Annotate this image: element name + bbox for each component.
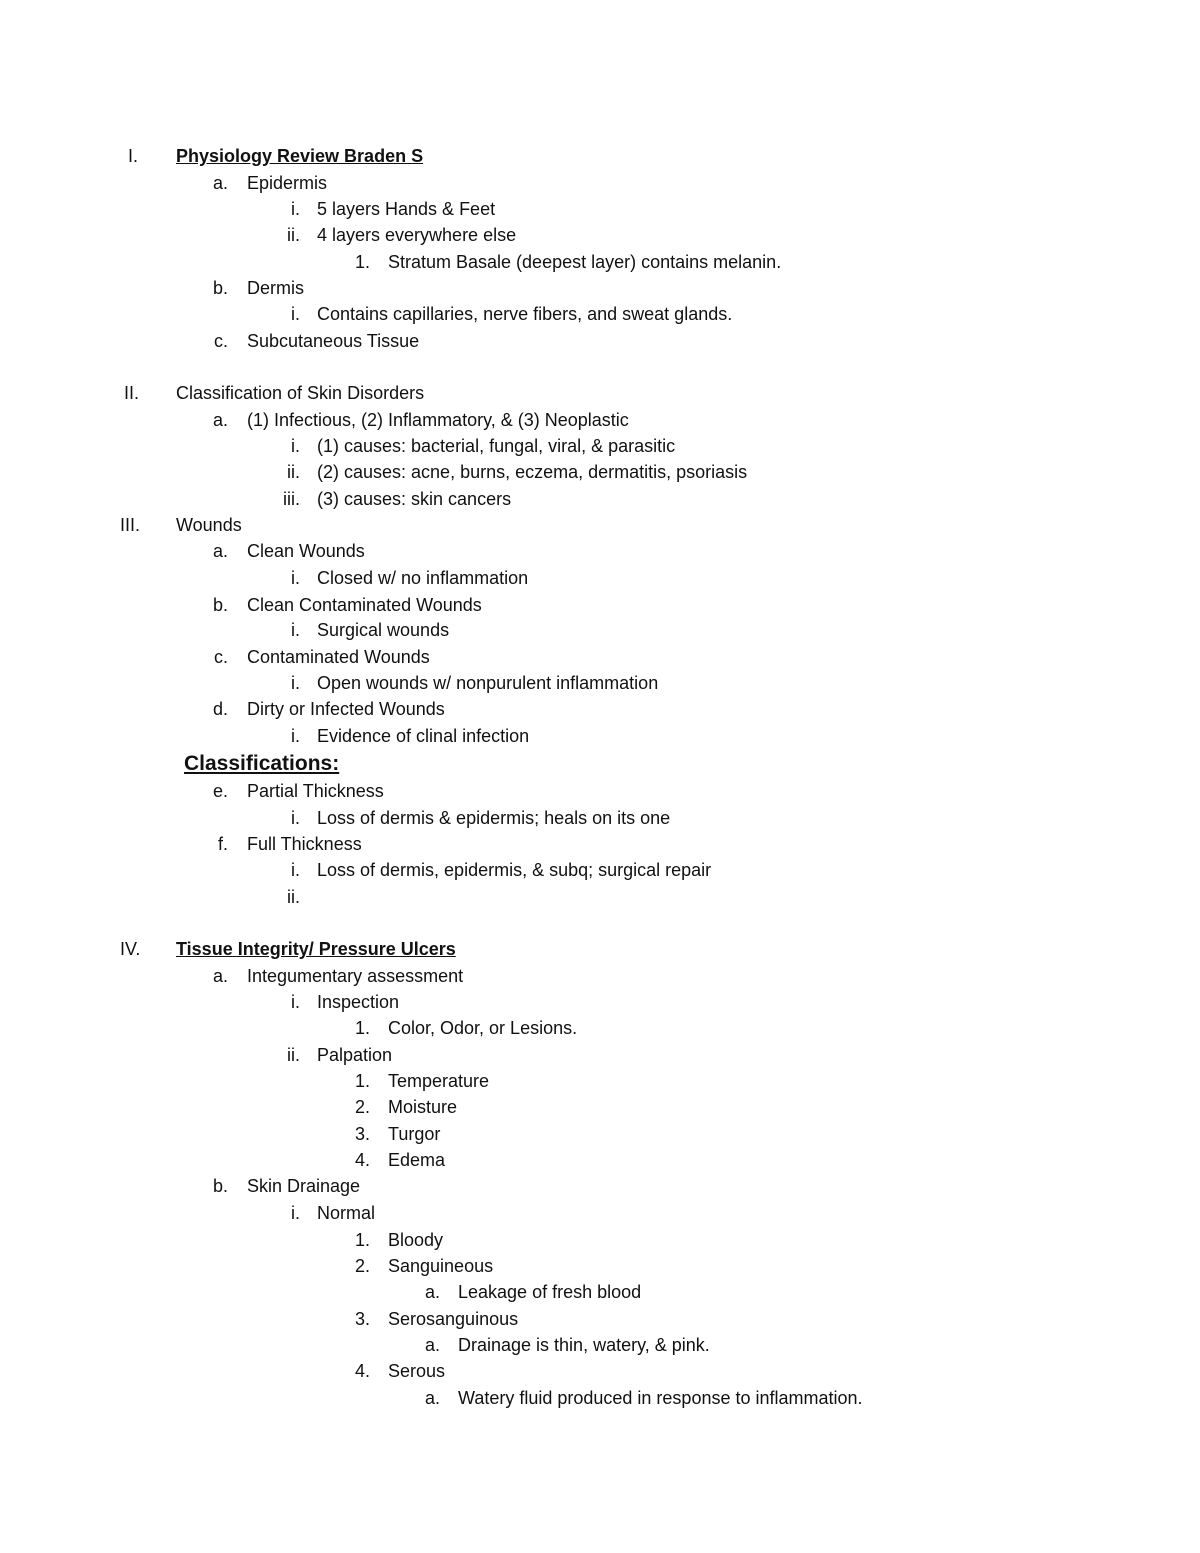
outline-label: a.: [212, 173, 228, 193]
outline-label: i.: [291, 992, 300, 1012]
outline-label: ii.: [287, 462, 300, 482]
outline-label: b.: [212, 1176, 228, 1196]
outline-label: a.: [212, 541, 228, 561]
section-title: Classification of Skin Disorders: [176, 383, 425, 403]
outline-label: i.: [291, 199, 300, 219]
outline-label: ii.: [287, 1045, 300, 1065]
outline-text: Evidence of clinal infection: [317, 726, 530, 746]
outline-text: (1) Infectious, (2) Inflammatory, & (3) Neoplastic: [247, 410, 629, 430]
outline-text: Loss of dermis, epidermis, & subq; surgical repair: [317, 860, 712, 880]
outline-label: a.: [212, 410, 228, 430]
classifications-heading: Classifications:: [184, 752, 340, 775]
outline-text: Inspection: [317, 992, 400, 1012]
outline-label: a.: [424, 1282, 440, 1302]
outline-text: Serosanguinous: [388, 1309, 519, 1329]
outline-text: Moisture: [388, 1097, 458, 1117]
outline-text: Turgor: [388, 1124, 441, 1144]
outline-text: (3) causes: skin cancers: [317, 489, 512, 509]
outline-label: 1.: [354, 1018, 370, 1038]
outline-text: Clean Wounds: [247, 541, 365, 561]
outline-label: c.: [213, 647, 228, 667]
outline-text: Drainage is thin, watery, & pink.: [458, 1335, 710, 1355]
outline-text: Normal: [317, 1203, 376, 1223]
outline-label: 1.: [354, 252, 370, 272]
outline-label: 2.: [354, 1256, 370, 1276]
outline-label: e.: [212, 781, 228, 801]
outline-text: Full Thickness: [247, 834, 362, 854]
outline-label: iii.: [283, 489, 300, 509]
outline-label: 1.: [354, 1230, 370, 1250]
outline-label: i.: [291, 860, 300, 880]
outline-label: i.: [291, 808, 300, 828]
section-title: Physiology Review Braden S: [176, 146, 424, 166]
outline-text: 4 layers everywhere else: [317, 225, 517, 245]
outline-text: Leakage of fresh blood: [458, 1282, 642, 1302]
outline-label: i.: [291, 620, 300, 640]
outline-text: Dirty or Infected Wounds: [247, 699, 445, 719]
outline-text: Closed w/ no inflammation: [317, 568, 529, 588]
outline-text: Edema: [388, 1150, 446, 1170]
outline-text: Serous: [388, 1361, 446, 1381]
outline-label: b.: [212, 595, 228, 615]
outline-text: Subcutaneous Tissue: [247, 331, 420, 351]
outline-label: ii.: [287, 887, 300, 907]
outline-text: Surgical wounds: [317, 620, 450, 640]
outline-text: (2) causes: acne, burns, eczema, dermatitis, psoriasis: [317, 462, 748, 482]
outline-label: i.: [291, 1203, 300, 1223]
outline-text: Color, Odor, or Lesions.: [388, 1018, 578, 1038]
outline-label: 1.: [354, 1071, 370, 1091]
outline-text: Clean Contaminated Wounds: [247, 595, 482, 615]
outline-text: Dermis: [247, 278, 304, 298]
outline-label: 3.: [354, 1309, 370, 1329]
outline-label: 4.: [354, 1361, 370, 1381]
outline-label: i.: [291, 568, 300, 588]
outline-label: f.: [217, 834, 228, 854]
outline-numeral: I.: [128, 146, 139, 166]
outline-text: Palpation: [317, 1045, 393, 1065]
outline-text: Epidermis: [247, 173, 328, 193]
outline-text: Contaminated Wounds: [247, 647, 430, 667]
outline-text: Contains capillaries, nerve fibers, and sweat glands.: [317, 304, 733, 324]
section-title: Wounds: [176, 515, 242, 535]
outline-label: i.: [291, 673, 300, 693]
outline-text: (1) causes: bacterial, fungal, viral, & parasitic: [317, 436, 676, 456]
outline-text: Skin Drainage: [247, 1176, 361, 1196]
outline-label: i.: [291, 726, 300, 746]
outline-label: d.: [212, 699, 228, 719]
outline-label: c.: [213, 331, 228, 351]
outline-text: Loss of dermis & epidermis; heals on its one: [317, 808, 671, 828]
outline-label: a.: [424, 1335, 440, 1355]
outline-text: Sanguineous: [388, 1256, 494, 1276]
outline-label: i.: [291, 436, 300, 456]
outline-text: Stratum Basale (deepest layer) contains melanin.: [388, 252, 782, 272]
outline-text: Watery fluid produced in response to inflammation.: [458, 1388, 863, 1408]
outline-label: i.: [291, 304, 300, 324]
outline-text: Integumentary assessment: [247, 966, 464, 986]
outline-label: a.: [212, 966, 228, 986]
outline-label: 4.: [354, 1150, 370, 1170]
outline-text: Bloody: [388, 1230, 444, 1250]
outline-label: ii.: [287, 225, 300, 245]
section-title: Tissue Integrity/ Pressure Ulcers: [176, 939, 456, 959]
outline-label: 3.: [354, 1124, 370, 1144]
outline-label: 2.: [354, 1097, 370, 1117]
outline-numeral: IV.: [120, 939, 141, 959]
outline-text: Temperature: [388, 1071, 490, 1091]
outline-label: a.: [424, 1388, 440, 1408]
outline-text: Partial Thickness: [247, 781, 384, 801]
outline-numeral: II.: [124, 383, 140, 403]
outline-numeral: III.: [120, 515, 141, 535]
outline-label: b.: [212, 278, 228, 298]
outline-text: Open wounds w/ nonpurulent inflammation: [317, 673, 659, 693]
outline-text: 5 layers Hands & Feet: [317, 199, 496, 219]
